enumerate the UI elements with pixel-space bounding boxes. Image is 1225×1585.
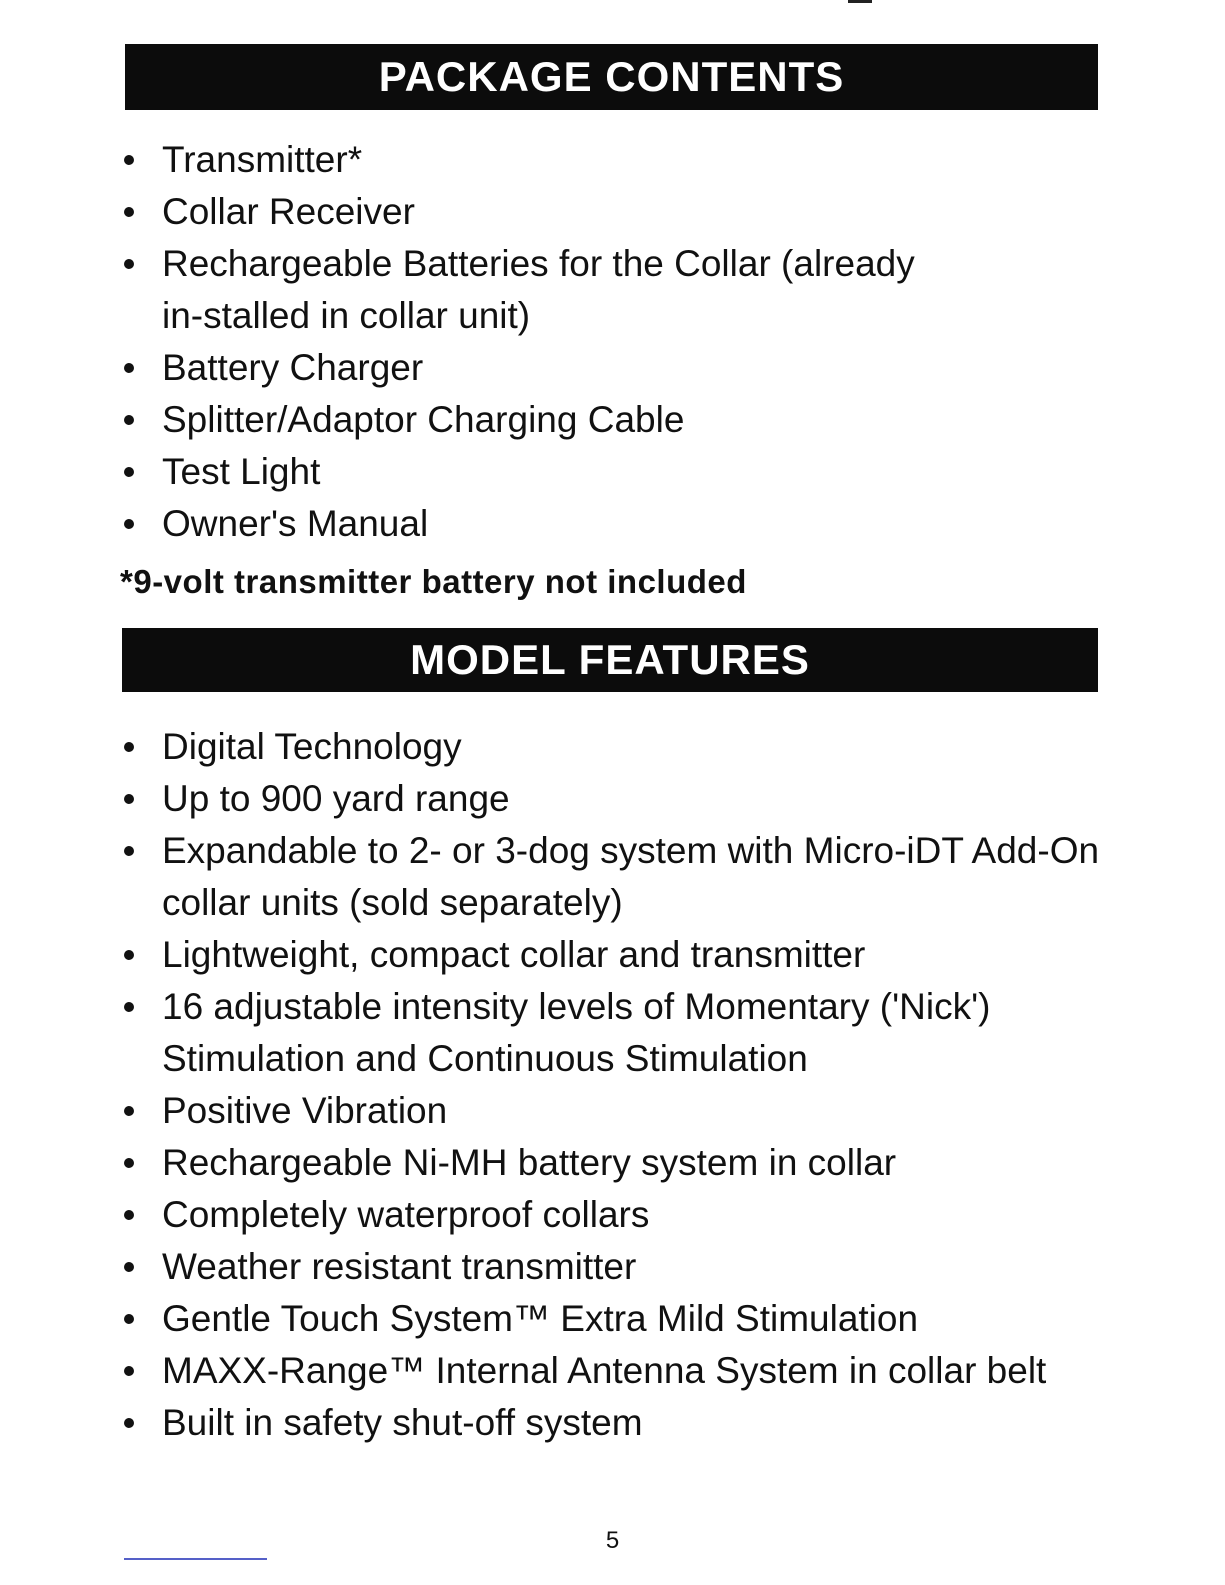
list-item	[0, 498, 1102, 550]
list-item-text: Lightweight, compact collar and transmitter	[162, 934, 866, 975]
bullet-icon	[124, 207, 134, 217]
bullet-icon	[124, 1158, 134, 1168]
package-contents-list	[0, 134, 1102, 550]
bullet-icon	[124, 950, 134, 960]
bullet-icon	[124, 846, 134, 856]
list-item	[0, 929, 1102, 981]
page-number: 5	[605, 1527, 620, 1554]
list-item	[0, 1189, 1102, 1241]
list-item	[0, 1241, 1102, 1293]
list-item	[0, 1293, 1102, 1345]
bullet-icon	[124, 1314, 134, 1324]
bullet-icon	[124, 363, 134, 373]
bullet-icon	[124, 259, 134, 269]
bullet-icon	[124, 742, 134, 752]
list-item	[0, 981, 1102, 1085]
list-item	[0, 342, 1102, 394]
bullet-icon	[124, 794, 134, 804]
bullet-icon	[124, 467, 134, 477]
model-features-heading: MODEL FEATURES	[122, 628, 1098, 692]
list-item	[0, 238, 1102, 342]
bullet-icon	[124, 1418, 134, 1428]
list-item-text: Up to 900 yard range	[162, 778, 510, 819]
list-item	[0, 1345, 1102, 1397]
list-item-text: Expandable to 2- or 3-dog system with Micro-iDT Add-On collar units (sold separately)	[162, 830, 1100, 923]
list-item-text: Rechargeable Batteries for the Collar (already in-stalled in collar unit)	[162, 243, 915, 336]
list-item	[0, 446, 1102, 498]
bullet-icon	[124, 1262, 134, 1272]
bullet-icon	[124, 519, 134, 529]
list-item	[0, 773, 1102, 825]
list-item-text: Gentle Touch System™ Extra Mild Stimulation	[162, 1298, 919, 1339]
bullet-icon	[124, 155, 134, 165]
battery-footnote: *9-volt transmitter battery not included	[120, 563, 747, 600]
bullet-icon	[124, 1210, 134, 1220]
list-item-text: Weather resistant transmitter	[162, 1246, 637, 1287]
list-item	[0, 1397, 1102, 1449]
list-item-text: Collar Receiver	[162, 191, 415, 232]
list-item	[0, 1137, 1102, 1189]
list-item	[0, 825, 1102, 929]
bullet-icon	[124, 415, 134, 425]
bullet-icon	[124, 1106, 134, 1116]
list-item-text: Transmitter*	[162, 139, 363, 180]
list-item	[0, 721, 1102, 773]
top-rule	[848, 0, 872, 3]
bullet-icon	[124, 1366, 134, 1376]
list-item	[0, 134, 1102, 186]
list-item-text: Digital Technology	[162, 726, 462, 767]
list-item-text: Positive Vibration	[162, 1090, 448, 1131]
list-item	[0, 186, 1102, 238]
list-item-text: Rechargeable Ni-MH battery system in collar	[162, 1142, 897, 1183]
list-item-text: 16 adjustable intensity levels of Momentary ('Nick') Stimulation and Continuous Stimulation	[162, 986, 991, 1079]
model-features-list	[0, 721, 1102, 1449]
bullet-icon	[124, 1002, 134, 1012]
list-item	[0, 394, 1102, 446]
list-item-text: Built in safety shut-off system	[162, 1402, 643, 1443]
list-item-text: Battery Charger	[162, 347, 424, 388]
footer-rule	[124, 1558, 267, 1560]
list-item-text: Splitter/Adaptor Charging Cable	[162, 399, 685, 440]
list-item-text: Completely waterproof collars	[162, 1194, 650, 1235]
list-item-text: MAXX-Range™ Internal Antenna System in collar belt	[162, 1350, 1047, 1391]
list-item	[0, 1085, 1102, 1137]
list-item-text: Owner's Manual	[162, 503, 429, 544]
list-item-text: Test Light	[162, 451, 321, 492]
package-contents-heading: PACKAGE CONTENTS	[125, 44, 1098, 110]
